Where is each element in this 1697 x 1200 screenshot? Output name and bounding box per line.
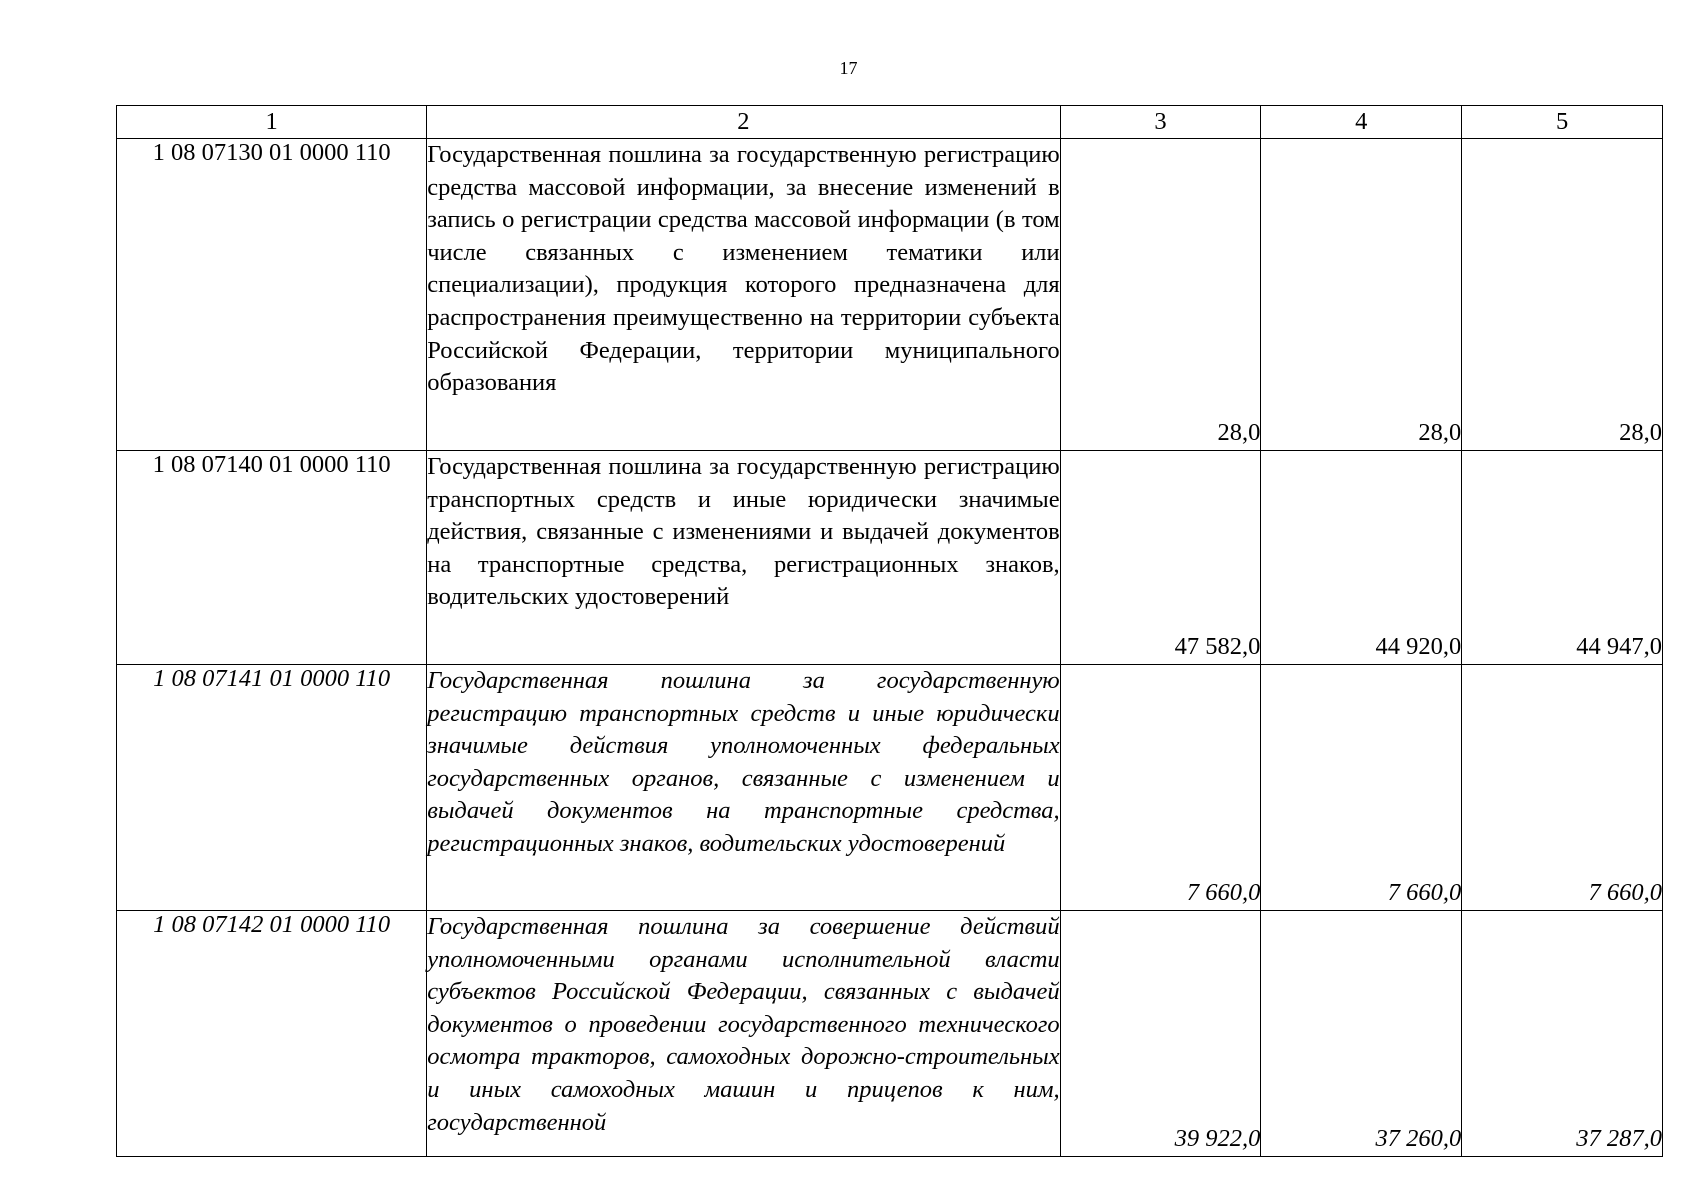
revenue-name-cell: Государственная пошлина за государственную регистрацию транспортных средств и иные юридически значимые действия уполномоченных федеральных государственных органов, связанные с изменением и выдачей документов на транспортные средства, регистрационных знаков, водительских удостоверений (427, 665, 1060, 911)
revenue-name-cell: Государственная пошлина за совершение действий уполномоченными органами исполнительной власти субъектов Российской Федерации, связанных с выдачей документов о проведении государственного технического осмотра тракторов, самоходных дорожно-строительных и иных самоходных машин и прицепов к ним, государственной (427, 911, 1060, 1157)
value-col-5-cell: 37 287,0 (1462, 911, 1663, 1157)
table-row (117, 911, 1663, 1157)
value-col-4-cell: 28,0 (1261, 139, 1462, 451)
page-number: 17 (839, 58, 858, 78)
value-col-3-cell: 28,0 (1060, 139, 1261, 451)
value-col-3-cell: 7 660,0 (1060, 665, 1261, 911)
header-col-4: 4 (1261, 106, 1462, 139)
budget-code-cell: 1 08 07140 01 0000 110 (117, 451, 427, 665)
value-col-4-cell: 44 920,0 (1261, 451, 1462, 665)
revenue-name-cell: Государственная пошлина за государственную регистрацию транспортных средств и иные юридически значимые действия, связанные с изменениями и выдачей документов на транспортные средства, регистрационных знаков, водительских удостоверений (427, 451, 1060, 665)
value-col-4-cell: 7 660,0 (1261, 665, 1462, 911)
budget-code-cell: 1 08 07130 01 0000 110 (117, 139, 427, 451)
budget-code-cell: 1 08 07142 01 0000 110 (117, 911, 427, 1157)
revenue-table (116, 105, 1663, 1157)
header-col-5: 5 (1462, 106, 1663, 139)
value-col-5-cell: 44 947,0 (1462, 451, 1663, 665)
value-col-4-cell: 37 260,0 (1261, 911, 1462, 1157)
table-header-row (117, 106, 1663, 139)
value-col-3-cell: 39 922,0 (1060, 911, 1261, 1157)
value-col-3-cell: 47 582,0 (1060, 451, 1261, 665)
revenue-name-cell: Государственная пошлина за государственную регистрацию средства массовой информации, за внесение изменений в запись о регистрации средства массовой информации (в том числе связанных с изменением тематики или специализации), продукция которого предназначена для распространения преимущественно на территории субъекта Российской Федерации, территории муниципального образования (427, 139, 1060, 451)
header-col-3: 3 (1060, 106, 1261, 139)
value-col-5-cell: 7 660,0 (1462, 665, 1663, 911)
table-row (117, 451, 1663, 665)
table-row (117, 665, 1663, 911)
table-row (117, 139, 1663, 451)
header-col-1: 1 (117, 106, 427, 139)
value-col-5-cell: 28,0 (1462, 139, 1663, 451)
header-col-2: 2 (427, 106, 1060, 139)
budget-code-cell: 1 08 07141 01 0000 110 (117, 665, 427, 911)
